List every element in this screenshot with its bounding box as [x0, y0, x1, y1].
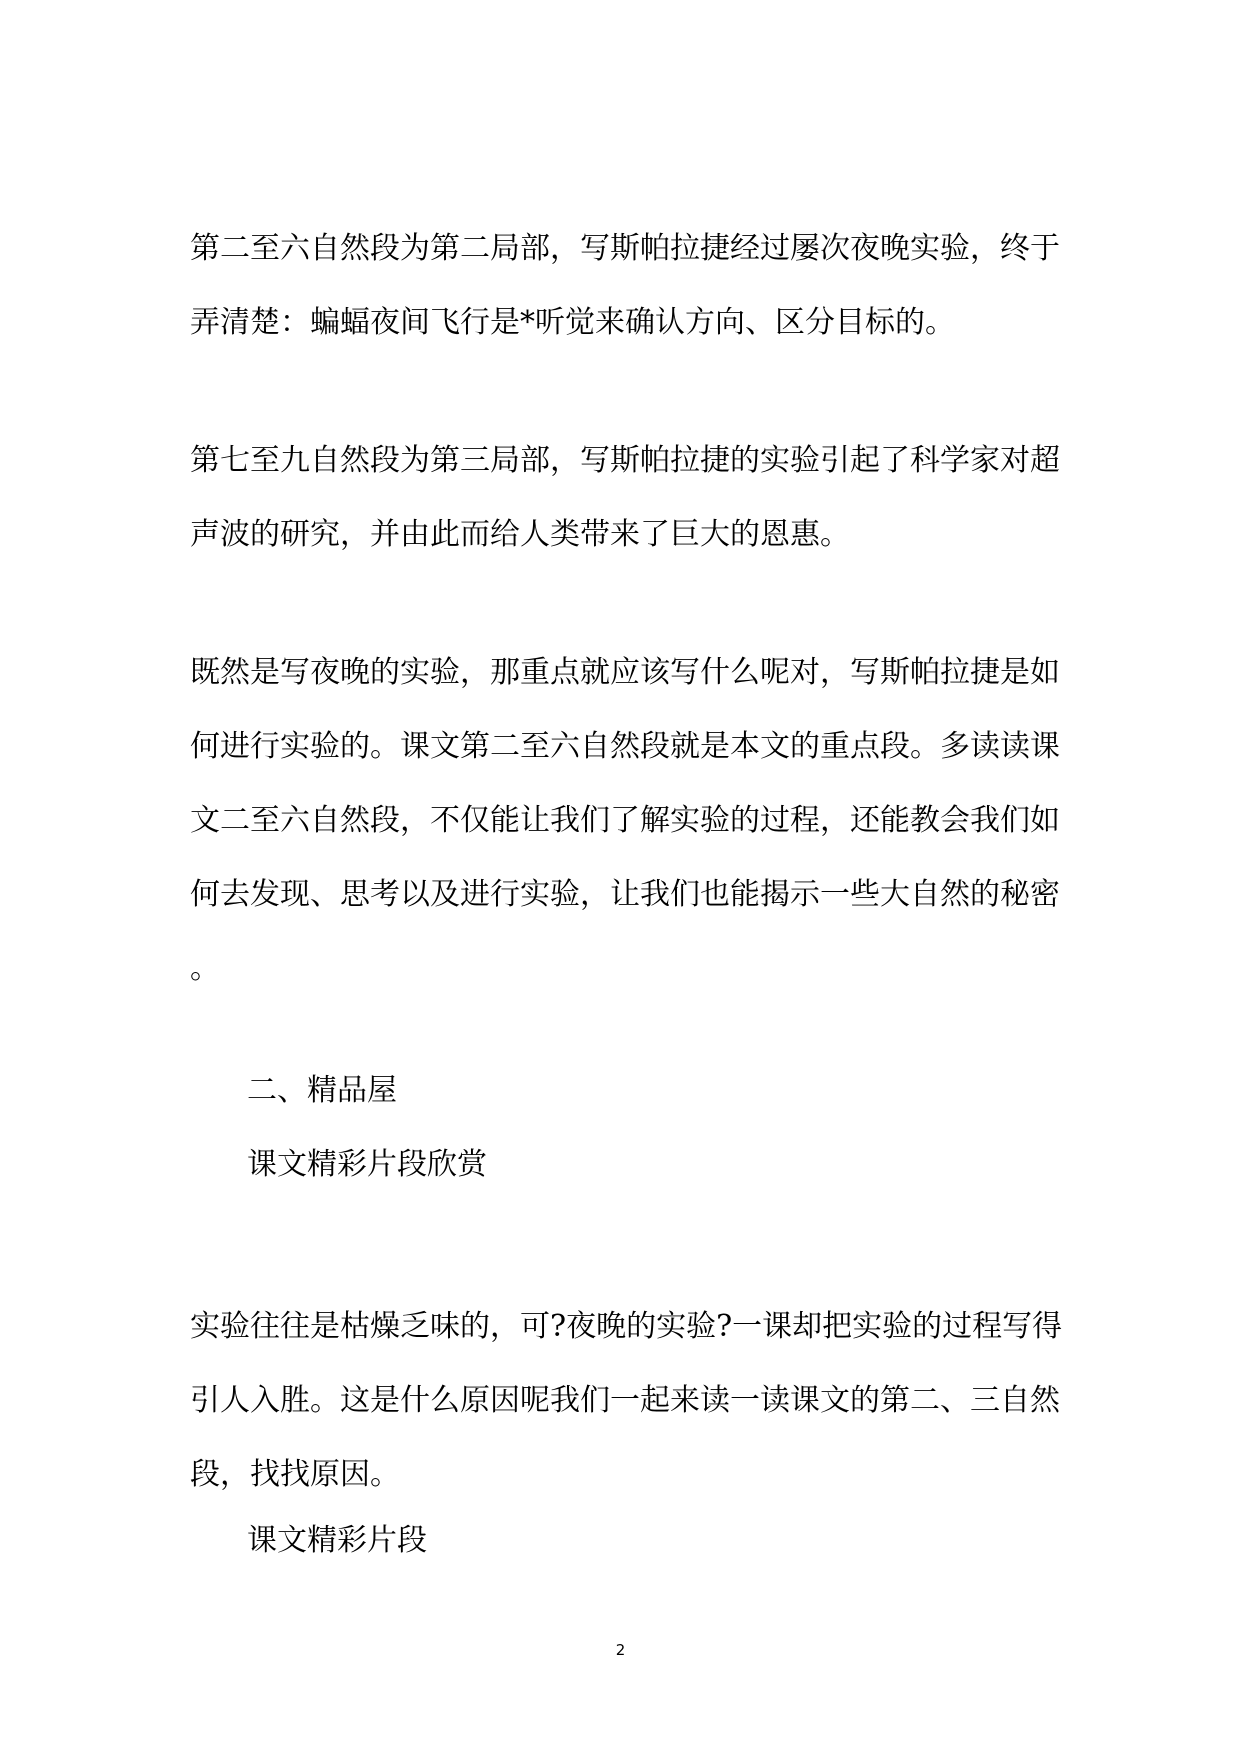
paragraph-part-three-summary [190, 424, 1060, 572]
subheading-excerpt: 课文精彩片段 [247, 1523, 427, 1558]
section-heading-jingpinwu: 二、精品屋 [247, 1073, 397, 1108]
text-line: 何去发现、思考以及进行实验，让我们也能揭示一些大自然的秘密 [190, 877, 1060, 912]
text-line: 文二至六自然段，不仅能让我们了解实验的过程，还能教会我们如 [190, 803, 1060, 838]
text-line: 。 [190, 951, 220, 986]
text-line: 引人入胜。这是什么原因呢我们一起来读一读课文的第二、三自然 [190, 1383, 1060, 1418]
subheading-excerpt-appreciation: 课文精彩片段欣赏 [247, 1147, 487, 1182]
text-line: 何进行实验的。课文第二至六自然段就是本文的重点段。多读读课 [190, 729, 1060, 764]
paragraph-key-section [190, 636, 1060, 1006]
text-line: 第七至九自然段为第三局部，写斯帕拉捷的实验引起了科学家对超 [190, 443, 1060, 478]
text-line: 第二至六自然段为第二局部，写斯帕拉捷经过屡次夜晚实验，终于 [190, 231, 1060, 266]
text-line: 声波的研究，并由此而给人类带来了巨大的恩惠。 [190, 517, 850, 552]
page-number: 2 [615, 1641, 626, 1659]
text-line: 弄清楚：蝙蝠夜间飞行是*听觉来确认方向、区分目标的。 [190, 305, 955, 340]
text-line: 既然是写夜晚的实验，那重点就应该写什么呢对，写斯帕拉捷是如 [190, 655, 1060, 690]
text-line: 段，找找原因。 [190, 1457, 400, 1492]
text-line: 实验往往是枯燥乏味的，可?夜晚的实验?一课却把实验的过程写得 [190, 1309, 1063, 1344]
paragraph-experiment-intro [190, 1290, 1063, 1512]
paragraph-part-two-summary [190, 212, 1060, 360]
